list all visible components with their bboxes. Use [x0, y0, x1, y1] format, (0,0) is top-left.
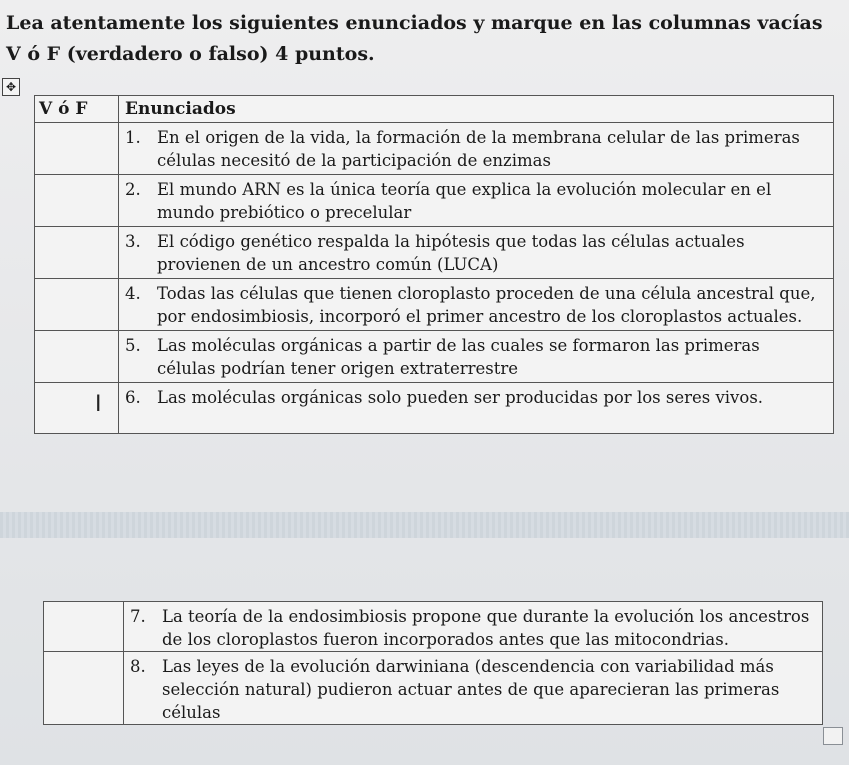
statement-text-cont: por endosimbiosis, incorporó el primer ancestro de los cloroplastos actuales. — [157, 307, 803, 326]
table-row — [44, 602, 823, 652]
statement-text-cont-2: células — [162, 703, 221, 722]
table-header-row — [35, 96, 834, 123]
instruction-line-2 — [6, 39, 841, 70]
table-row — [35, 331, 834, 383]
answer-cell-2[interactable] — [35, 175, 119, 227]
statements-table-continued — [43, 601, 823, 725]
statement-number: 3. — [125, 232, 141, 251]
statement-cell-2 — [119, 175, 834, 227]
statements-table — [34, 95, 834, 434]
instruction-rest: (verdadero o falso) 4 puntos. — [60, 43, 375, 65]
statement-cell-4 — [119, 279, 834, 331]
statement-text-cont: selección natural) pudieron actuar antes de que aparecieran las primeras — [162, 680, 780, 699]
answer-cell-5[interactable] — [35, 331, 119, 383]
answer-cell-7[interactable] — [44, 602, 124, 652]
statement-text-cont: de los cloroplastos fueron incorporados antes que las mitocondrias. — [162, 630, 729, 649]
statement-text: Las moléculas orgánicas a partir de las cuales se formaron las primeras — [157, 336, 760, 355]
statement-number: 7. — [130, 607, 146, 626]
statement-cell-7 — [124, 602, 823, 652]
statement-text-cont: células podrían tener origen extraterrestre — [157, 359, 518, 378]
statement-number: 5. — [125, 336, 141, 355]
table-row — [44, 652, 823, 725]
table-row — [35, 227, 834, 279]
screen-refresh-band — [0, 512, 849, 538]
statement-number: 1. — [125, 128, 141, 147]
statement-cell-3 — [119, 227, 834, 279]
table-row — [35, 175, 834, 227]
answer-cell-3[interactable] — [35, 227, 119, 279]
table-row — [35, 123, 834, 175]
instructions — [6, 8, 841, 70]
table-row — [35, 279, 834, 331]
statement-text: La teoría de la endosimbiosis propone que durante la evolución los ancestros — [162, 607, 810, 626]
corner-checkbox[interactable] — [823, 727, 843, 745]
statement-text: Las moléculas orgánicas solo pueden ser producidas por los seres vivos. — [157, 388, 764, 407]
move-icon[interactable]: ✥ — [2, 78, 20, 96]
answer-cell-4[interactable] — [35, 279, 119, 331]
statement-number: 8. — [130, 657, 146, 676]
statement-text: El código genético respalda la hipótesis que todas las células actuales — [157, 232, 745, 251]
statement-number: 2. — [125, 180, 141, 199]
header-vf: V ó F — [35, 96, 119, 123]
statement-cell-8 — [124, 652, 823, 725]
statement-cell-1 — [119, 123, 834, 175]
instruction-line-1: Lea atentamente los siguientes enunciados y marque en las columnas vacías — [6, 12, 823, 34]
statement-text-cont: mundo prebiótico o precelular — [157, 203, 412, 222]
statement-number: 6. — [125, 388, 141, 407]
answer-cell-6[interactable] — [35, 383, 119, 434]
statement-text: Las leyes de la evolución darwiniana (descendencia con variabilidad más — [162, 657, 774, 676]
answer-cell-8[interactable] — [44, 652, 124, 725]
statement-number: 4. — [125, 284, 141, 303]
table-row — [35, 383, 834, 434]
statement-cell-6 — [119, 383, 834, 434]
statement-text-cont: provienen de un ancestro común (LUCA) — [157, 255, 499, 274]
statement-text: Todas las células que tienen cloroplasto proceden de una célula ancestral que, — [157, 284, 816, 303]
text-cursor-icon: I — [95, 392, 102, 417]
statement-text: En el origen de la vida, la formación de la membrana celular de las primeras — [157, 128, 800, 147]
header-statements: Enunciados — [119, 96, 834, 123]
statement-text: El mundo ARN es la única teoría que explica la evolución molecular en el — [157, 180, 772, 199]
instruction-vf: V ó F — [6, 43, 61, 65]
answer-cell-1[interactable] — [35, 123, 119, 175]
statement-cell-5 — [119, 331, 834, 383]
statement-text-cont: células necesitó de la participación de enzimas — [157, 151, 551, 170]
